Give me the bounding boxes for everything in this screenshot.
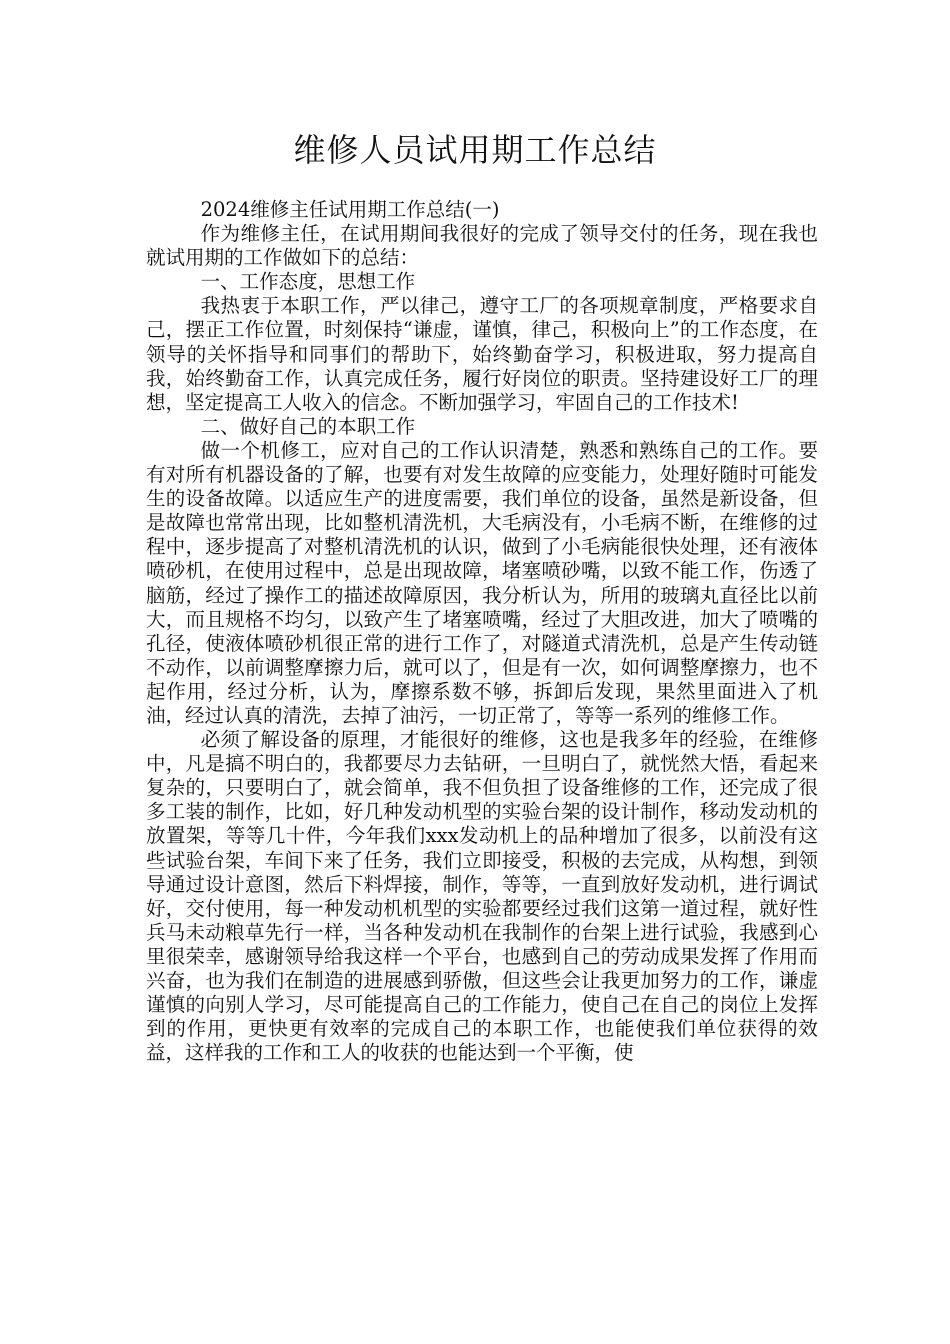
body-paragraph: 做一个机修工，应对自己的工作认识清楚，熟悉和熟练自己的工作。要有对所有机器设备的了解，也要有对发生故障的应变能力，处理好随时可能发生的设备故障。以适应生产的进度需要，我们单位的设备，虽然是新设备，但是故障也常常出现，比如整机清洗机，大毛病没有，小毛病不断，在维修的过程中，逐步提高了对整机清洗机的认识，做到了小毛病能很快处理，还有液体喷砂机，在使用过程中，总是出现故障，堵塞喷砂嘴，以致不能工作，伤透了脑筋，经过了操作工的描述故障原因，我分析认为，所用的玻璃丸直径比以前大，而且规格不均匀，以致产生了堵塞喷嘴，经过了大胆改进，加大了喷嘴的孔径，使液体喷砂机很正常的进行工作了，对隧道式清洗机，总是产生传动链不动作，以前调整摩擦力后，就可以了，但是有一次，如何调整摩擦力，也不起作用，经过分析，认为，摩擦系数不够，拆卸后发现，果然里面进入了机油，经过认真的清洗，去掉了油污，一切正常了，等等一系列的维修工作。 (146, 438, 818, 727)
section-heading: 一、工作态度，思想工作 (200, 270, 416, 294)
document-title: 维修人员试用期工作总结 (293, 131, 657, 169)
body-paragraph: 我热衷于本职工作，严以律己，遵守工厂的各项规章制度，严格要求自己，摆正工作位置，时刻保持“谦虚，谨慎，律己，积极向上”的工作态度，在领导的关怀指导和同事们的帮助下，始终勤奋学习，积极进取，努力提高自我，始终勤奋工作，认真完成任务，履行好岗位的职责。坚持建设好工厂的理想，坚定提高工人收入的信念。不断加强学习，牢固自己的工作技术! (146, 294, 818, 414)
section-heading: 二、做好自己的本职工作 (200, 414, 416, 438)
body-paragraph: 必须了解设备的原理，才能很好的维修，这也是我多年的经验，在维修中，凡是搞不明白的，我都要尽力去钻研，一旦明白了，就恍然大悟，看起来复杂的，只要明白了，就会简单，我不但负担了设备维修的工作，还完成了很多工装的制作，比如，好几种发动机型的实验台架的设计制作，移动发动机的放置架，等等几十件，今年我们xxx发动机上的品种增加了很多，以前没有这些试验台架，车间下来了任务，我们立即接受，积极的去完成，从构想，到领导通过设计意图，然后下料焊接，制作，等等，一直到放好发动机，进行调试好，交付使用，每一种发动机机型的实验都要经过我们这第一道过程，就好性兵马未动粮草先行一样，当各种发动机在我制作的台架上进行试验，我感到心里很荣幸，感谢领导给我这样一个平台，也感到自己的劳动成果发挥了作用而兴奋，也为我们在制造的进展感到骄傲，但这些会让我更加努力的工作，谦虚谨慎的向别人学习，尽可能提高自己的工作能力，使自己在自己的岗位上发挥到的作用，更快更有效率的完成自己的本职工作，也能使我们单位获得的效益，这样我的工作和工人的收获的也能达到一个平衡，使 (146, 728, 818, 1065)
body-paragraph: 作为维修主任，在试用期间我很好的完成了领导交付的任务，现在我也就试用期的工作做如下的总结： (146, 222, 818, 270)
section-heading: 2024维修主任试用期工作总结(一) (200, 198, 500, 221)
document-body (146, 198, 818, 1065)
